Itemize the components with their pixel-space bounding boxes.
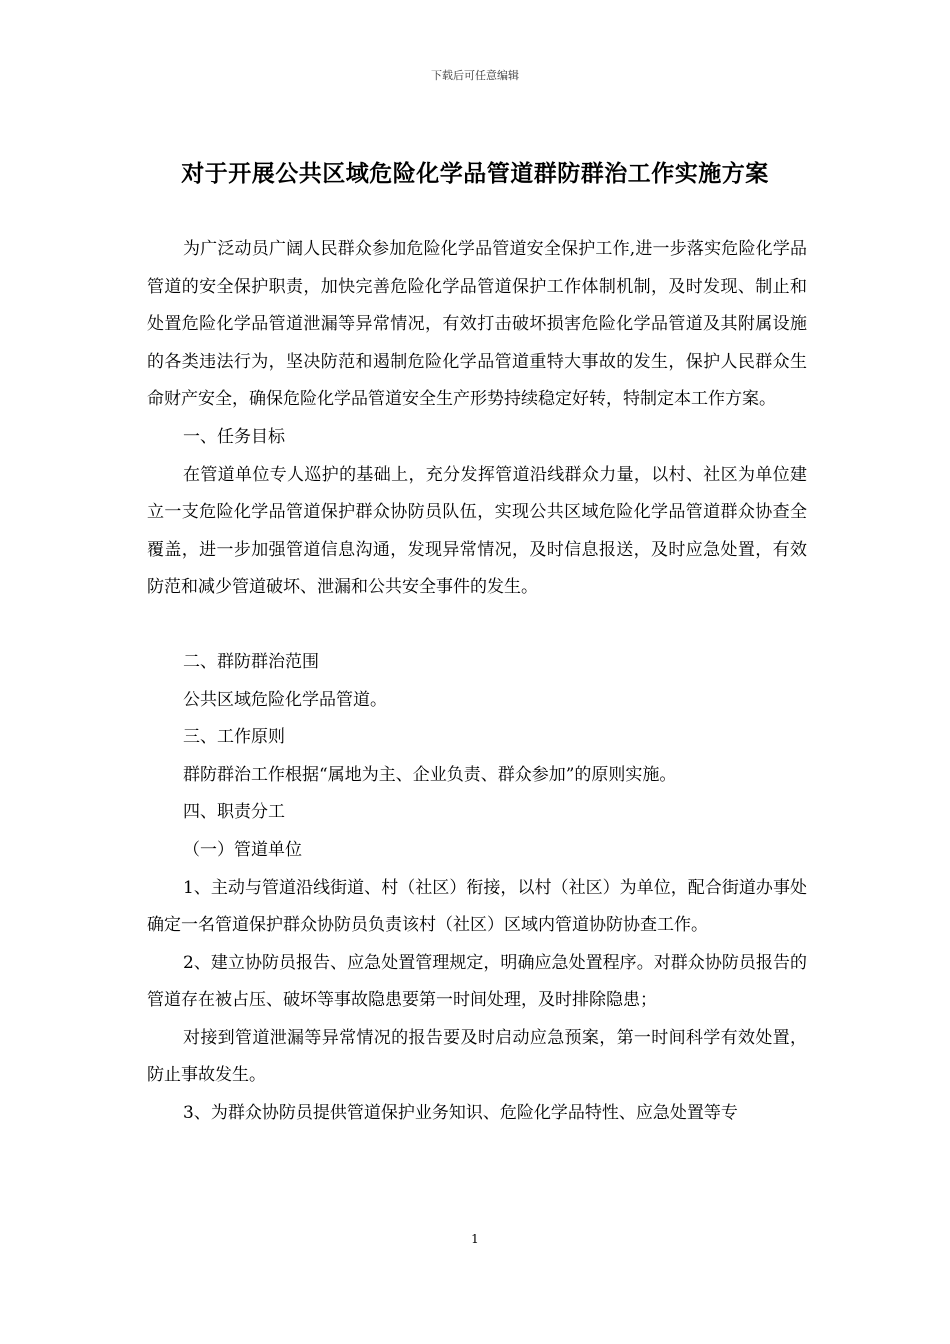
paragraph-gap — [147, 607, 807, 644]
section-heading-duties: 四、职责分工 — [183, 802, 285, 823]
principles-paragraph: 群防群治工作根据“属地为主、企业负责、群众参加”的原则实施。 — [183, 764, 677, 785]
section-heading-scope: 二、群防群治范围 — [183, 651, 319, 672]
scope-paragraph: 公共区域危险化学品管道。 — [183, 689, 387, 710]
section-heading-principles: 三、工作原则 — [183, 727, 285, 748]
duty-item-2-continued: 对接到管道泄漏等异常情况的报告要及时启动应急预案，第一时间科学有效处置，防止事故发生。 — [147, 1027, 807, 1086]
page-number: 1 — [471, 1232, 479, 1246]
duty-item-3: 3、为群众协防员提供管道保护业务知识、危险化学品特性、应急处置等专 — [183, 1103, 738, 1124]
duty-item-2: 2、建立协防员报告、应急处置管理规定，明确应急处置程序。对群众协防员报告的管道存在被占压、破坏等事故隐患要第一时间处理，及时排除隐患； — [147, 952, 807, 1011]
intro-paragraph: 为广泛动员广阔人民群众参加危险化学品管道安全保护工作,进一步落实危险化学品管道的安全保护职责，加快完善危险化学品管道保护工作体制机制，及时发现、制止和处置危险化学品管道泄漏等异常情况，有效打击破坏损害危险化学品管道及其附属设施的各类违法行为，坚决防范和遏制危险化学品管道重特大事故的发生，保护人民群众生命财产安全，确保危险化学品管道安全生产形势持续稳定好转，特制定本工作方案。 — [147, 239, 807, 410]
section-heading-goals: 一、任务目标 — [183, 426, 285, 447]
duty-item-1: 1、主动与管道沿线街道、村（社区）衔接，以村（社区）为单位，配合街道办事处确定一名管道保护群众协防员负责该村（社区）区域内管道协防协查工作。 — [147, 877, 807, 936]
goals-paragraph: 在管道单位专人巡护的基础上，充分发挥管道沿线群众力量，以村、社区为单位建立一支危险化学品管道保护群众协防员队伍，实现公共区域危险化学品管道群众协查全覆盖，进一步加强管道信息沟通，发现异常情况，及时信息报送，及时应急处置，有效防范和减少管道破坏、泄漏和公共安全事件的发生。 — [147, 464, 807, 598]
page-header-note: 下载后可任意编辑 — [431, 69, 519, 82]
document-body — [147, 231, 807, 1133]
document-title: 对于开展公共区域危险化学品管道群防群治工作实施方案 — [181, 160, 769, 187]
subsection-heading-pipeline-units: （一）管道单位 — [183, 839, 302, 860]
